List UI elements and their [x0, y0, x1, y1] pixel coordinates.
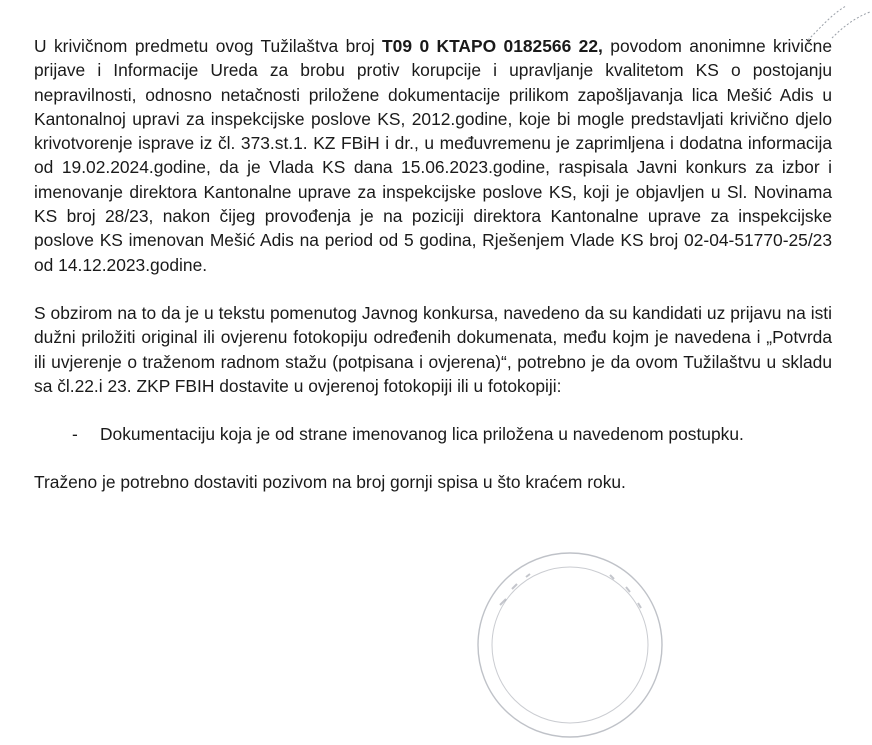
- paragraph-request: S obzirom na to da je u tekstu pomenutog Javnog konkursa, navedeno da su kandidati uz prijavu na isti dužni priložiti original ili ovjerenu fotokopiju određenih dokumenata, među kojm je navedena i „Potvrda ili uvjerenje o traženom radnom stažu (potpisana i ovjerena)“, potrebno je da ovom Tužilaštvu u skladu sa čl.22.i 23. ZKP FBIH dostavite u ovjerenoj fotokopiji ili u fotokopiji:: [34, 302, 832, 396]
- official-stamp-seal: [470, 545, 670, 745]
- paragraph-closing: Traženo je potrebno dostaviti pozivom na broj gornji spisa u što kraćem roku.: [34, 472, 626, 493]
- requested-documents-list: [34, 422, 832, 446]
- paragraph-case-intro: [34, 34, 832, 277]
- case-number: T09 0 KTAPO 0182566 22,: [382, 36, 603, 56]
- paragraph-case-intro-lead: U krivičnom predmetu ovog Tužilaštva broj: [34, 36, 383, 56]
- list-item: Dokumentaciju koja je od strane imenovanog lica priložena u navedenom postupku.: [100, 424, 744, 445]
- document-body: [34, 34, 832, 495]
- list-bullet: -: [72, 424, 78, 445]
- paragraph-case-intro-body: povodom anonimne krivične prijave i Informacije Ureda za brobu protiv korupcije i upravljanje kvalitetom KS o postojanju nepravilnosti, odnosno netačnosti priložene dokumentacije prilikom zapošljavanja lica Mešić Adis u Kantonalnoj upravi za inspekcijske poslove KS, 2012.godine, koje bi mogle predstavljati krivično djelo krivotvorenje isprave iz čl. 373.st.1. KZ FBiH i dr., u međuvremenu je zaprimljena i dodatna informacija od 19.02.2024.godine, da je Vlada KS dana 15.06.2023.godine, raspisala Javni konkurs za izbor i imenovanje direktora Kantonalne uprave za inspekcijske poslove KS, koji je objavljen u Sl. Novinama KS broj 28/23, nakon čijeg provođenja je na poziciji direktora Kantonalne uprave za inspekcijske poslove KS imenovan Mešić Adis na period od 5 godina, Rješenjem Vlade KS broj 02-04-51770-25/23 od 14.12.2023.godine.: [34, 36, 832, 275]
